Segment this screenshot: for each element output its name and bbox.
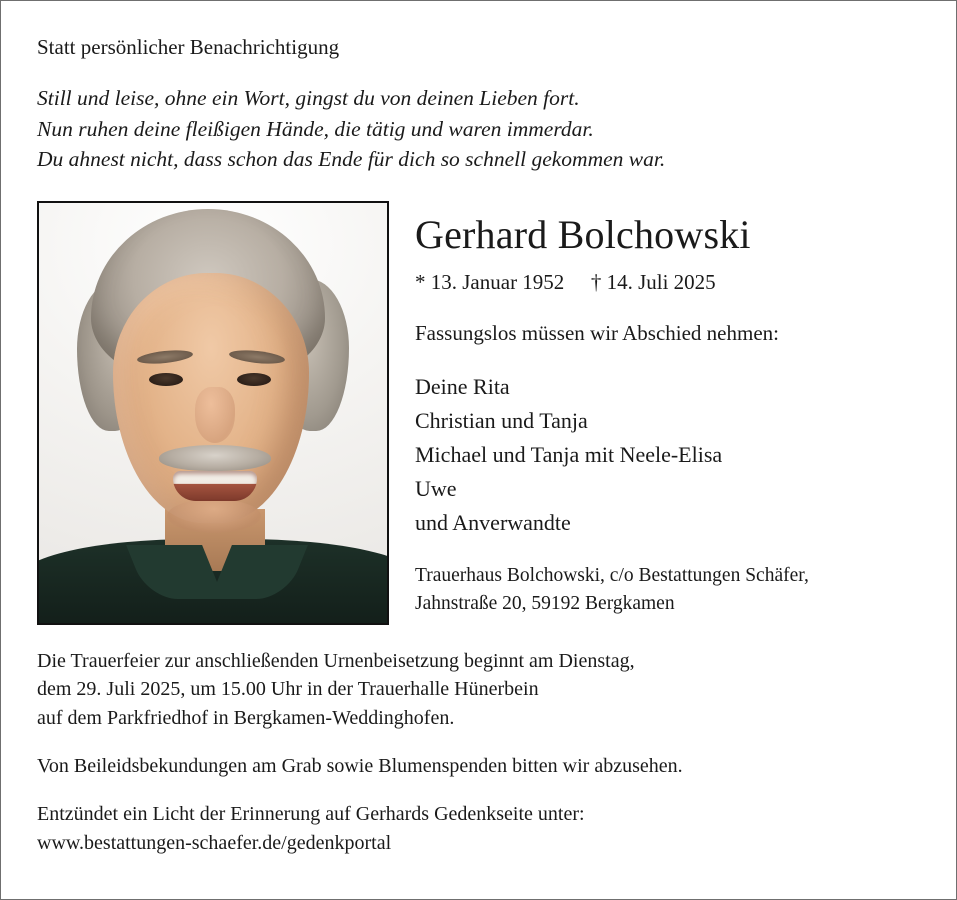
address-line-1: Trauerhaus Bolchowski, c/o Bestattungen Schäfer, (415, 565, 809, 587)
footer (37, 647, 922, 857)
content-column (415, 201, 922, 617)
ceremony-line-2: dem 29. Juli 2025, um 15.00 Uhr in der Trauerhalle Hünerbein (37, 678, 539, 701)
poem (37, 83, 922, 175)
portrait-frame (37, 201, 389, 625)
memorial-url[interactable]: www.bestattungen-schaefer.de/gedenkportal (37, 831, 392, 854)
birth-date: 13. Januar 1952 (430, 269, 565, 294)
survivor-item: Michael und Tanja mit Neele-Elisa (415, 442, 723, 468)
death-date: 14. Juli 2025 (606, 269, 716, 294)
memorial-line: Entzündet ein Licht der Erinnerung auf Gerhards Gedenkseite unter: (37, 803, 585, 826)
ceremony-line-1: Die Trauerfeier zur anschließenden Urnenbeisetzung beginnt am Dienstag, (37, 649, 635, 672)
main-row (37, 201, 922, 625)
death-symbol: † (590, 269, 602, 294)
mourning-house-address (415, 562, 922, 617)
survivor-item: Deine Rita (415, 373, 510, 399)
address-line-2: Jahnstraße 20, 59192 Bergkamen (415, 592, 675, 614)
survivor-item: und Anverwandte (415, 510, 571, 536)
birth-symbol: * (415, 269, 426, 294)
farewell-line: Fassungslos müssen wir Abschied nehmen: (415, 320, 779, 345)
life-dates (415, 270, 922, 295)
survivor-item: Uwe (415, 476, 457, 502)
request-note: Von Beileidsbekundungen am Grab sowie Blumenspenden bitten wir abzusehen. (37, 755, 683, 778)
notice-line: Statt persönlicher Benachrichtigung (37, 35, 340, 59)
memorial-note (37, 800, 922, 857)
survivors-list (415, 370, 922, 540)
ceremony-line-3: auf dem Parkfriedhof in Bergkamen-Weddinghofen. (37, 706, 455, 729)
survivor-item: Christian und Tanja (415, 407, 588, 433)
poem-line-1: Still und leise, ohne ein Wort, gingst du von deinen Lieben fort. (37, 86, 580, 111)
poem-line-2: Nun ruhen deine fleißigen Hände, die tätig und waren immerdar. (37, 116, 594, 141)
ceremony-info (37, 647, 922, 732)
deceased-name: Gerhard Bolchowski (415, 211, 751, 257)
portrait-photo (39, 203, 387, 623)
poem-line-3: Du ahnest nicht, dass schon das Ende für dich so schnell gekommen war. (37, 147, 666, 172)
